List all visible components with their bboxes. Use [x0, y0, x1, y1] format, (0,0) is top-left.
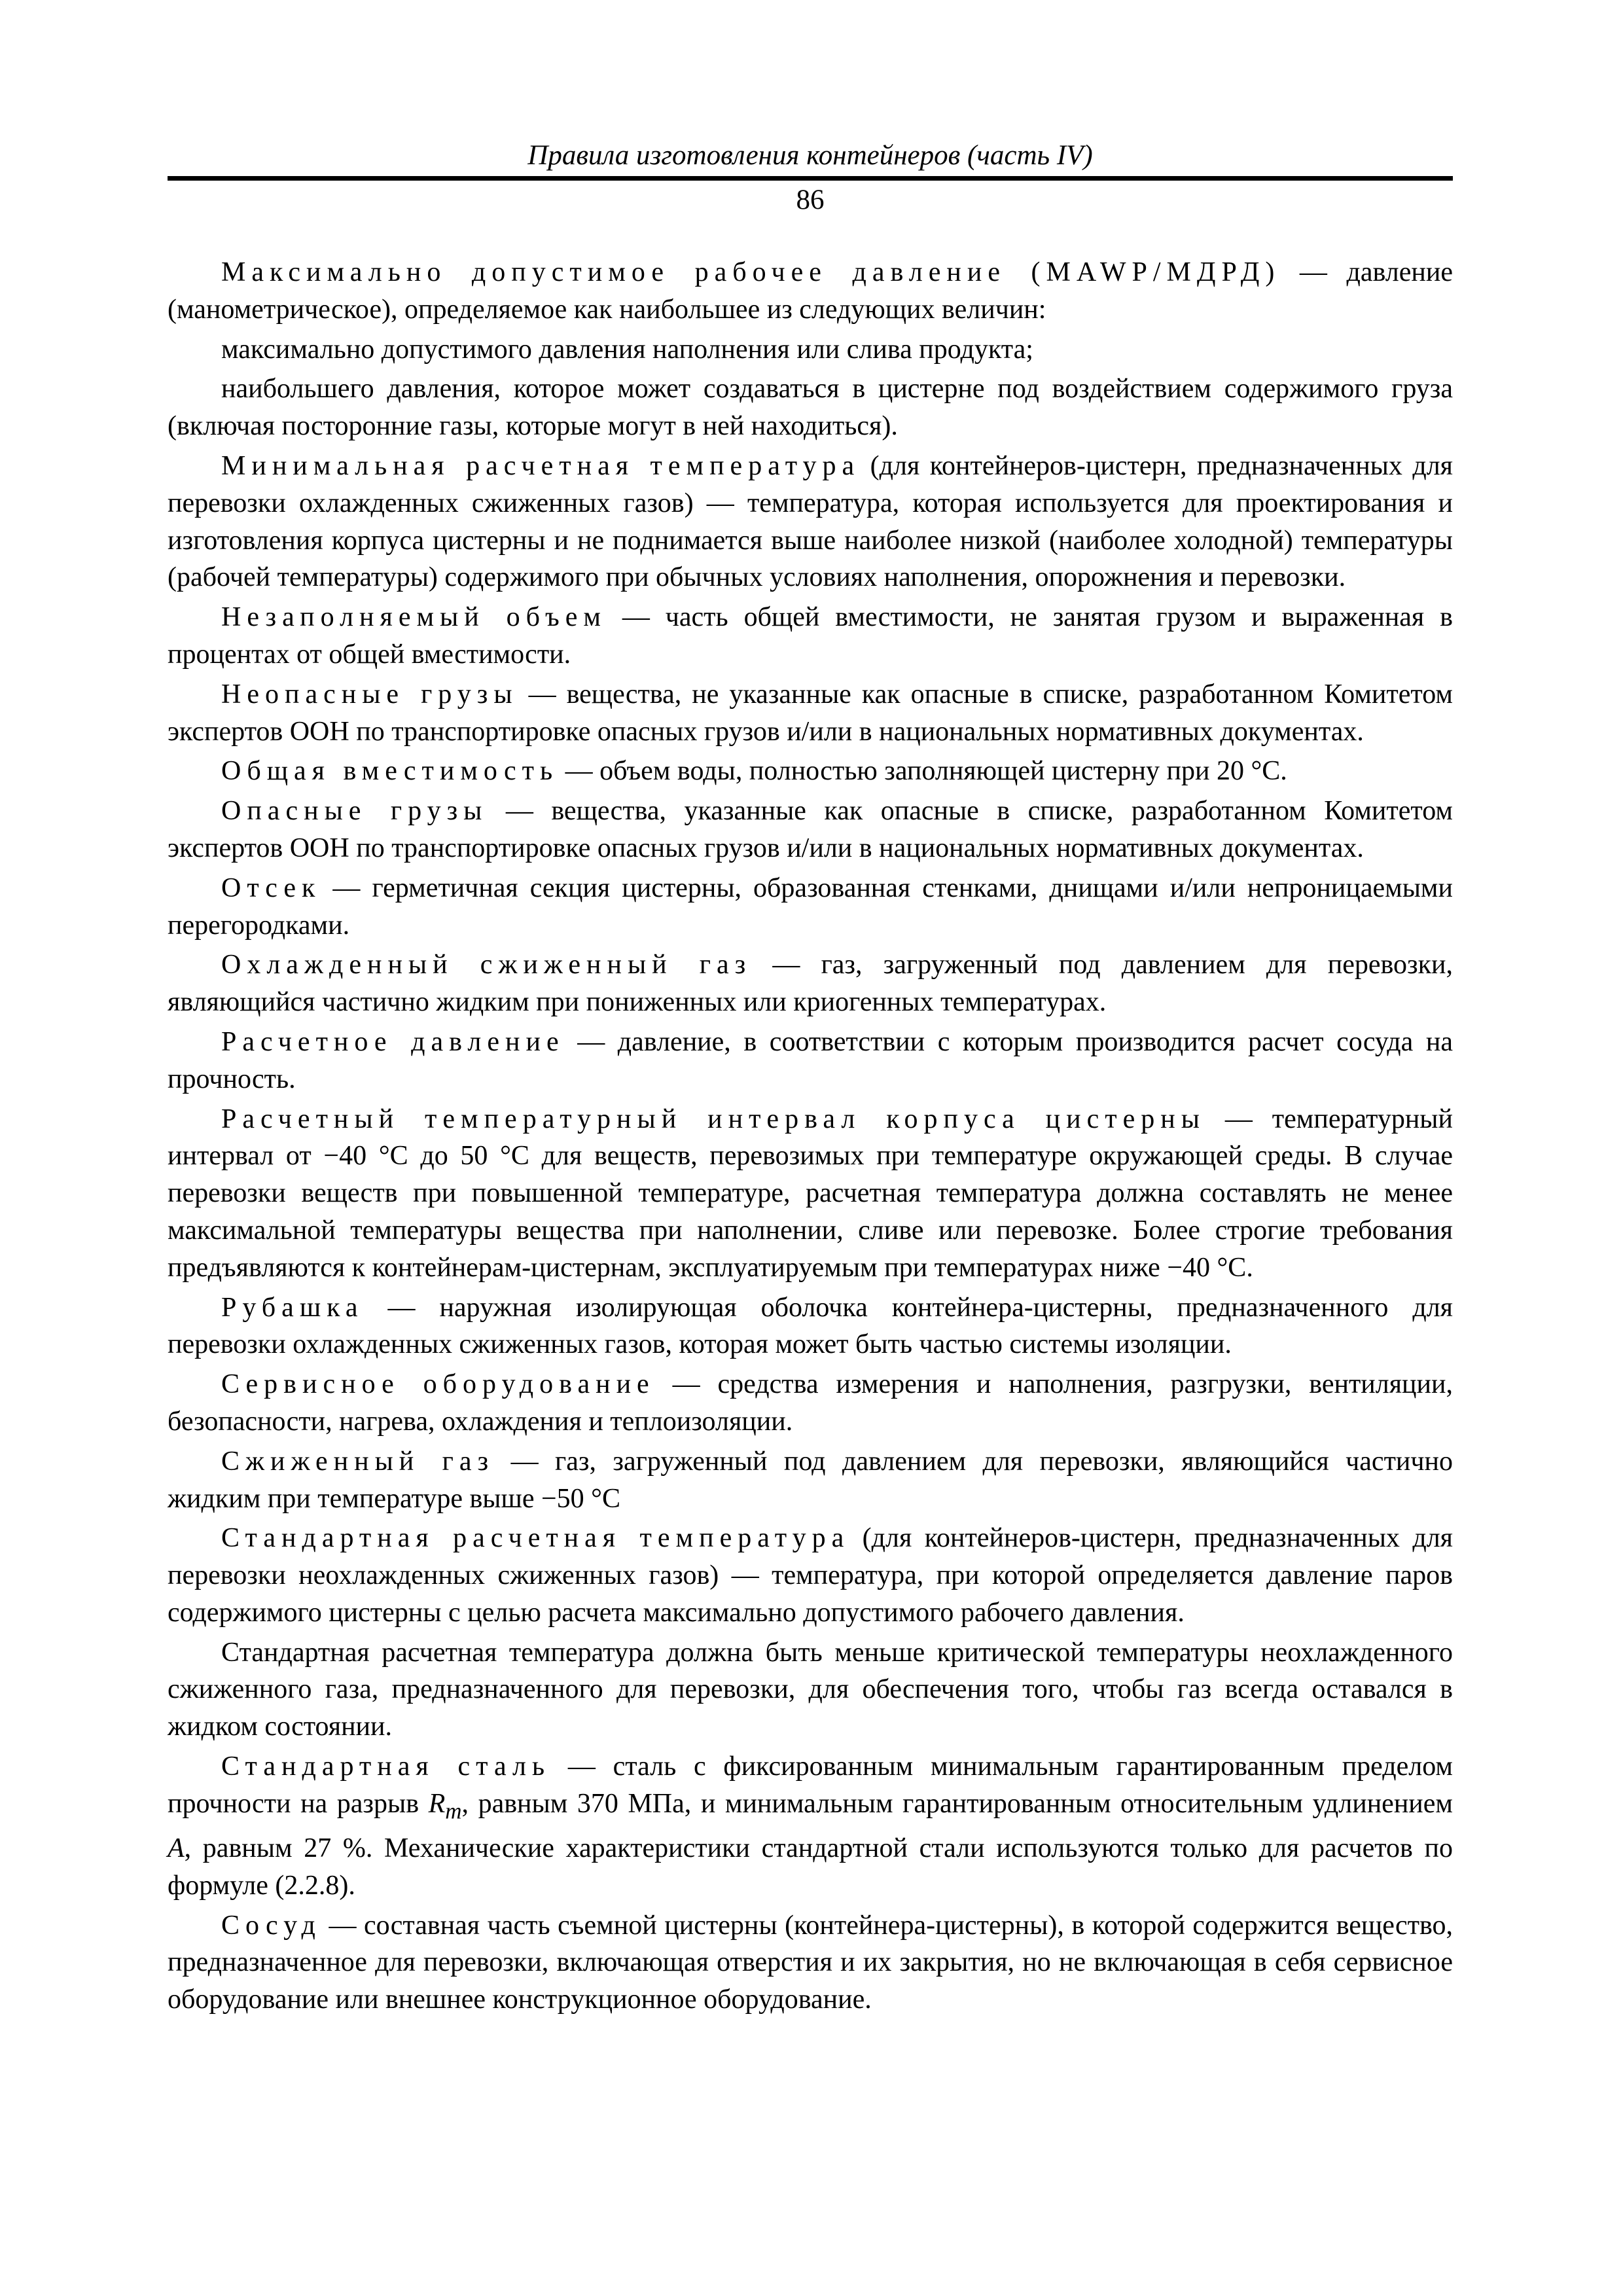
defined-term: Отсек: [221, 872, 321, 903]
definition-text: — газ, загруженный под давлением для перевозки, являющийся частично жидким при пониженных или криогенных температурах.: [168, 950, 1453, 1018]
body-paragraph: [168, 1634, 1453, 1746]
defined-term: Расчетное давление: [221, 1026, 565, 1057]
defined-term: Рубашка: [221, 1292, 364, 1323]
defined-term: Сервисное оборудование: [221, 1369, 655, 1400]
definition-text: — средства измерения и наполнения, разгрузки, вентиляции, безопасности, нагрева, охлаждения и теплоизоляции.: [168, 1369, 1453, 1437]
definition-text: — составная часть съемной цистерны (контейнера-цистерны), в которой содержится вещество, предназначенное для перевозки, включающая отверстия и их закрытия, но не включающая в себя сервисное оборудование или внешнее конструкционное оборудование.: [168, 1910, 1453, 2015]
defined-term: Стандартная расчетная температура: [221, 1523, 850, 1554]
defined-term: Незаполняемый объем: [221, 602, 607, 633]
running-title: Правила изготовления контейнеров (часть IV): [527, 140, 1093, 171]
definition-paragraph: [168, 599, 1453, 673]
defined-term: Сосуд: [221, 1910, 321, 1941]
page-number: 86: [796, 185, 825, 215]
defined-term: Минимальная расчетная температура: [221, 450, 861, 481]
definition-text: — вещества, указанные как опасные в списке, разработанном Комитетом экспертов ООН по транспортировке опасных грузов и/или в национальных нормативных документах.: [168, 796, 1453, 863]
definition-paragraph: [168, 793, 1453, 867]
defined-term: Неопасные грузы: [221, 679, 518, 709]
definition-text: — сталь с фиксированным минимальным гарантированным пределом прочности на разрыв: [168, 1751, 1454, 1819]
defined-term: Общая вместимость: [221, 756, 559, 787]
symbol-a: A: [168, 1833, 185, 1864]
definition-text: — вещества, не указанные как опасные в списке, разработанном Комитетом экспертов ООН по транспортировке опасных грузов и/или в национальных нормативных документах.: [168, 679, 1453, 747]
defined-term: Охлажденный сжиженный газ: [221, 950, 752, 980]
symbol-rm: R: [428, 1788, 446, 1819]
definition-paragraph: [168, 1366, 1453, 1441]
definition-paragraph: [168, 1289, 1453, 1364]
defined-term: Стандартная сталь: [221, 1751, 551, 1782]
definition-paragraph: [168, 753, 1453, 790]
list-paragraph: [168, 370, 1453, 445]
definition-text: — объем воды, полностью заполняющей цистерну при 20 °С.: [558, 756, 1287, 787]
definition-text: — часть общей вместимости, не занятая грузом и выраженная в процентах от общей вместимости.: [168, 602, 1453, 670]
definition-text: — давление (манометрическое), определяемое как наибольшее из следующих величин:: [168, 257, 1453, 325]
definition-paragraph: [168, 1024, 1453, 1098]
defined-term: Максимально допустимое рабочее давление (MAWP/МДРД): [221, 257, 1281, 287]
paragraph-text: максимально допустимого давления наполнения или слива продукта;: [221, 334, 1033, 365]
definition-text: — наружная изолирующая оболочка контейнера-цистерны, предназначенного для перевозки охлажденных сжиженных газов, которая может быть частью системы изоляции.: [168, 1292, 1453, 1360]
definition-text: , равным 370 МПа, и минимальным гарантированным относительным удлинением: [461, 1788, 1453, 1819]
definition-paragraph: [168, 254, 1453, 329]
paragraph-text: Стандартная расчетная температура должна быть меньше критической температуры неохлажденного сжиженного газа, предназначенного для перевозки, для обеспечения того, чтобы газ всегда оставался в жидком состоянии.: [168, 1637, 1453, 1742]
defined-term: Расчетный температурный интервал корпуса цистерны: [221, 1103, 1205, 1134]
definition-paragraph: [168, 946, 1453, 1021]
symbol-rm-subscript: m: [445, 1798, 462, 1824]
definition-paragraph: [168, 1520, 1453, 1631]
definition-paragraph: [168, 1101, 1453, 1287]
definition-text: , равным 27 %. Механические характеристики стандартной стали используются только для расчетов по формуле (2.2.8).: [168, 1833, 1453, 1901]
document-body: [168, 254, 1453, 2021]
paragraph-text: наибольшего давления, которое может создаваться в цистерне под воздействием содержимого груза (включая посторонние газы, которые могут в ней находиться).: [168, 374, 1453, 442]
defined-term: Сжиженный газ: [221, 1446, 495, 1477]
definition-paragraph: [168, 1443, 1453, 1518]
definition-text: — температурный интервал от −40 °С до 50 °С для веществ, перевозимых при температуре окружающей среды. В случае перевозки веществ при повышенной температуре, расчетная температура должна составлять не менее максимальной температуры вещества при наполнении, сливе или перевозке. Более строгие требования предъявляются к контейнерам-цистернам, эксплуатируемым при температурах ниже −40 °С.: [168, 1103, 1453, 1283]
definition-text: — газ, загруженный под давлением для перевозки, являющийся частично жидким при температуре выше −50 °С: [168, 1446, 1453, 1514]
definition-text: — герметичная секция цистерны, образованная стенками, днищами и/или непроницаемыми перегородками.: [168, 872, 1453, 941]
definition-paragraph: [168, 1748, 1453, 1905]
definition-paragraph: [168, 676, 1453, 751]
header-rule: [168, 176, 1453, 181]
definition-paragraph: [168, 448, 1453, 596]
definition-text: — давление, в соответствии с которым производится расчет сосуда на прочность.: [168, 1026, 1453, 1094]
definition-paragraph: [168, 870, 1453, 944]
definition-text: (для контейнеров-цистерн, предназначенных для перевозки охлажденных сжиженных газов) — температура, которая используется для проектирования и изготовления корпуса цистерны и не поднимается выше наиболее низкой (наиболее холодной) температуры (рабочей температуры) содержимого при обычных условиях наполнения, опорожнения и перевозки.: [168, 450, 1453, 593]
list-paragraph: [168, 331, 1453, 368]
defined-term: Опасные грузы: [221, 796, 488, 827]
definition-text: (для контейнеров-цистерн, предназначенных для перевозки неохлажденных сжиженных газов) — температура, при которой определяется давление паров содержимого цистерны с целью расчета максимально допустимого рабочего давления.: [168, 1523, 1453, 1628]
definition-paragraph: [168, 1907, 1453, 2018]
